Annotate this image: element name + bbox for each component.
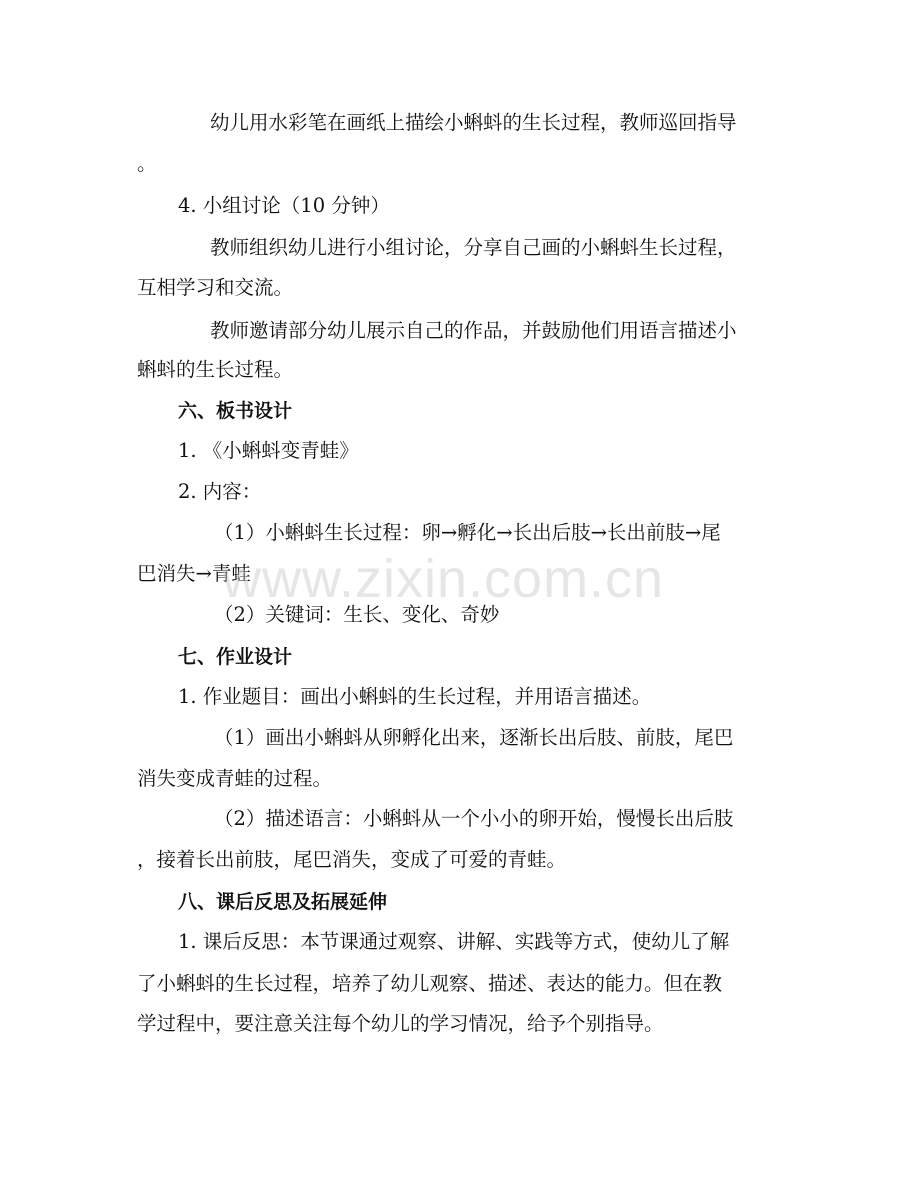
list-item: 2. 内容： [178, 480, 262, 503]
list-item: 1. 《小蝌蚪变青蛙》 [178, 439, 359, 462]
paragraph-line: 巴消失→青蛙 [137, 562, 251, 585]
section-heading: 七、作业设计 [178, 646, 293, 668]
watermark: www.zixin.com.cn [222, 549, 665, 609]
paragraph-line: （2）描述语言：小蝌蚪从一个小小的卵开始，慢慢长出后肢 [214, 807, 734, 830]
paragraph-line: （1）画出小蝌蚪从卵孵化出来，逐渐长出后肢、前肢，尾巴 [214, 726, 734, 749]
paragraph-line: 幼儿用水彩笔在画纸上描绘小蝌蚪的生长过程，教师巡回指导 [210, 111, 737, 134]
paragraph-line: ，接着长出前肢，尾巴消失，变成了可爱的青蛙。 [137, 848, 567, 871]
list-item: 1. 课后反思：本节课通过观察、讲解、实践等方式，使幼儿了解 [178, 930, 730, 953]
paragraph-line: （1）小蝌蚪生长过程：卵→孵化→长出后肢→长出前肢→尾 [214, 521, 721, 544]
paragraph-line: 了小蝌蚪的生长过程，培养了幼儿观察、描述、表达的能力。但在教 [137, 972, 723, 995]
list-item: 4. 小组讨论（10 分钟） [178, 194, 390, 217]
paragraph-line: 教师邀请部分幼儿展示自己的作品，并鼓励他们用语言描述小 [210, 319, 737, 342]
section-heading: 八、课后反思及拓展延伸 [178, 891, 388, 913]
list-item: 1. 作业题目：画出小蝌蚪的生长过程，并用语言描述。 [178, 685, 652, 708]
paragraph-line: 。 [137, 152, 157, 175]
paragraph-line: （2）关键词：生长、变化、奇妙 [214, 603, 500, 626]
paragraph-line: 消失变成青蛙的过程。 [137, 767, 333, 790]
paragraph-line: 互相学习和交流。 [137, 276, 294, 299]
paragraph-line: 教师组织幼儿进行小组讨论，分享自己画的小蝌蚪生长过程， [210, 236, 737, 259]
paragraph-line: 学过程中，要注意关注每个幼儿的学习情况，给予个别指导。 [137, 1012, 664, 1035]
section-heading: 六、板书设计 [178, 400, 293, 422]
paragraph-line: 蝌蚪的生长过程。 [137, 358, 294, 381]
